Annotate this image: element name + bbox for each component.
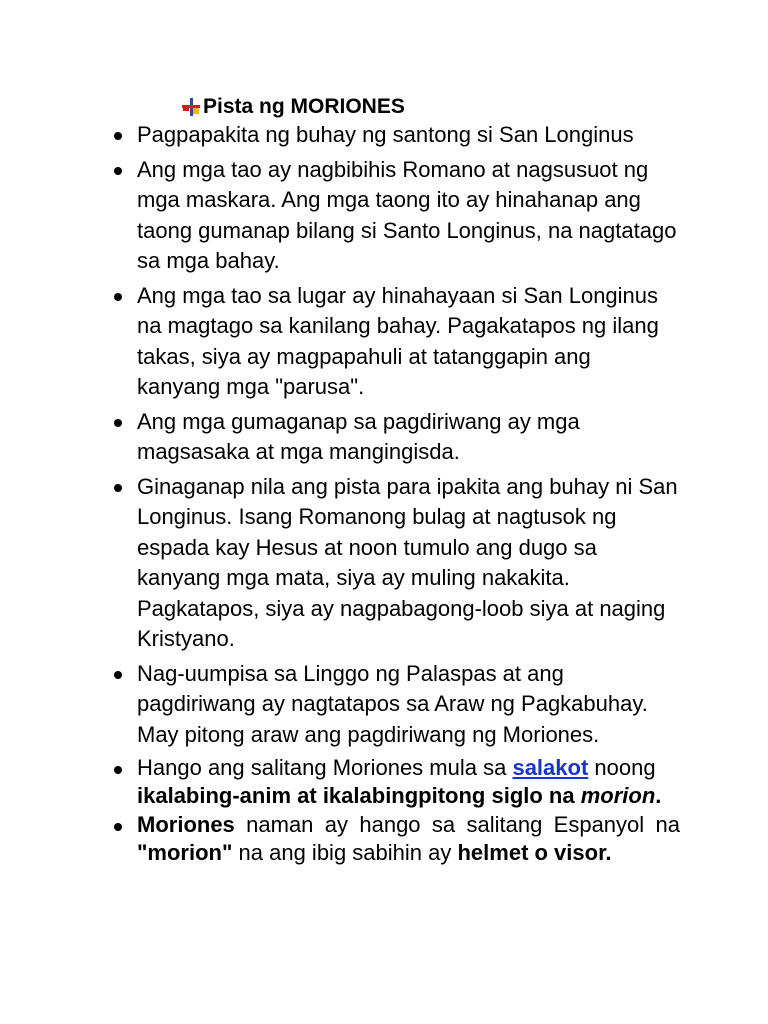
bullet-dot-icon [114,293,122,301]
list-item: Ang mga tao ay nagbibihis Romano at nagsusuot ng mga maskara. Ang mga taong ito ay hinahanap ang taong gumanap bilang si Santo Longinus, na nagtatago sa mga bahay. [0,155,768,277]
salakot-link[interactable]: salakot [512,755,589,780]
list-item: Moriones naman ay hango sa salitang Espanyol na "morion" na ang ibig sabihin ay helmet o visor. [0,811,768,866]
list-item: Ginaganap nila ang pista para ipakita ang buhay ni San Longinus. Isang Romanong bulag at nagtusok ng espada kay Hesus at noon tumulo ang dugo sa kanyang mga mata, siya ay muling nakakita. Pagkatapos, siya ay nagpabagong-loob siya at naging Kristyano. [0,472,768,655]
bullet-dot-icon [114,167,122,175]
bullet-dot-icon [114,823,122,831]
list-item: Pagpapakita ng buhay ng santong si San Longinus [0,120,768,151]
list-item: Ang mga tao sa lugar ay hinahayaan si San Longinus na magtago sa kanilang bahay. Pagakatapos ng ilang takas, siya ay magpapahuli at tatanggapin ang kanyang mga "parusa". [0,281,768,403]
bullet-dot-icon [114,419,122,427]
list-item: Hango ang salitang Moriones mula sa salakot noong ikalabing-anim at ikalabingpitong siglo na morion. [0,754,768,809]
list-item: Ang mga gumaganap sa pagdiriwang ay mga magsasaka at mga mangingisda. [0,407,768,468]
bullet-list [0,120,768,868]
bullet-dot-icon [114,766,122,774]
heading-title: Pista ng MORIONES [203,95,405,118]
list-item: Nag-uumpisa sa Linggo ng Palaspas at ang pagdiriwang ay nagtatapos sa Araw ng Pagkabuhay. May pitong araw ang pagdiriwang ng Moriones. [0,659,768,751]
bullet-dot-icon [114,132,122,140]
section-heading [181,95,405,119]
pushpin-bullet-icon [181,97,201,117]
bullet-dot-icon [114,484,122,492]
bullet-dot-icon [114,671,122,679]
